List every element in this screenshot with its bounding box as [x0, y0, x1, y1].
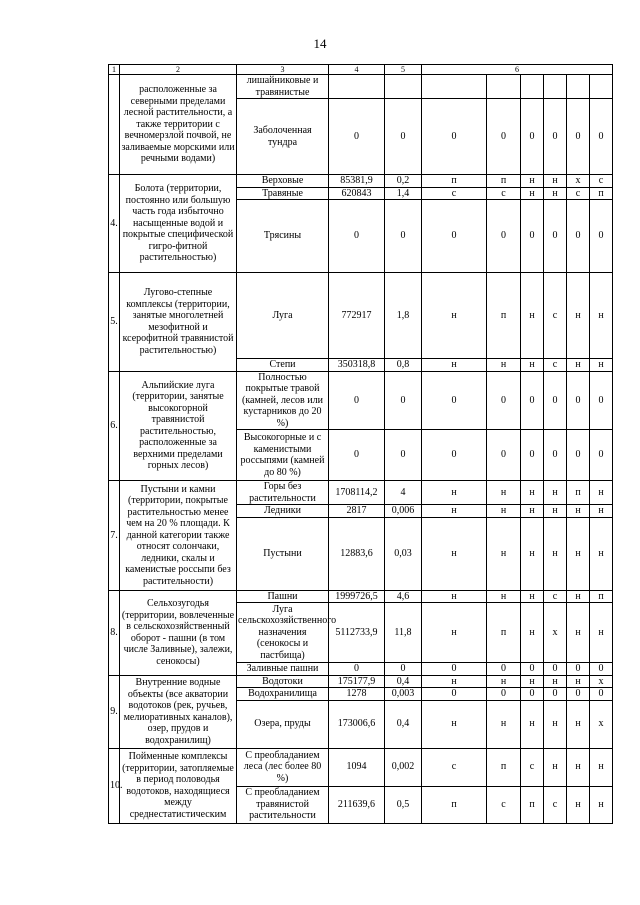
mark-cell: н [567, 517, 590, 590]
area-cell: 175177,9 [329, 675, 385, 688]
mark-cell: н [544, 481, 567, 505]
header-row [109, 65, 613, 75]
mark-cell: н [521, 481, 544, 505]
mark-cell: с [590, 175, 613, 188]
mark-cell: 0 [567, 371, 590, 430]
subtype-name: Трясины [237, 200, 329, 273]
subtype-name: С преобладанием леса (лес более 80 %) [237, 748, 329, 786]
area-cell: 211639,6 [329, 786, 385, 823]
subtype-name: Заболоченная тундра [237, 99, 329, 175]
mark-cell: н [590, 481, 613, 505]
table-row [109, 175, 613, 188]
percent-cell: 0,003 [385, 688, 422, 701]
percent-cell: 0 [385, 430, 422, 481]
mark-cell: н [422, 359, 487, 372]
mark-cell: с [422, 187, 487, 200]
percent-cell: 0,4 [385, 675, 422, 688]
area-cell: 5112733,9 [329, 603, 385, 663]
percent-cell: 0,006 [385, 505, 422, 518]
mark-cell: н [544, 187, 567, 200]
mark-cell: н [544, 517, 567, 590]
mark-cell: 0 [567, 99, 590, 175]
mark-cell: н [521, 187, 544, 200]
area-cell: 772917 [329, 273, 385, 359]
mark-cell: н [422, 603, 487, 663]
mark-cell: 0 [422, 200, 487, 273]
percent-cell: 0,03 [385, 517, 422, 590]
mark-cell [567, 75, 590, 99]
mark-cell: н [521, 700, 544, 748]
percent-cell: 0 [385, 371, 422, 430]
area-cell: 2817 [329, 505, 385, 518]
table-row [109, 675, 613, 688]
table-row [109, 590, 613, 603]
subtype-name: Степи [237, 359, 329, 372]
area-cell: 1094 [329, 748, 385, 786]
row-number: 6. [109, 371, 120, 481]
mark-cell: 0 [544, 371, 567, 430]
subtype-name: Луга [237, 273, 329, 359]
mark-cell: с [544, 359, 567, 372]
percent-cell: 4,6 [385, 590, 422, 603]
mark-cell: н [590, 359, 613, 372]
subtype-name: Травяные [237, 187, 329, 200]
col-header-2: 2 [120, 65, 237, 75]
mark-cell: н [590, 603, 613, 663]
mark-cell: н [590, 505, 613, 518]
mark-cell: 0 [590, 371, 613, 430]
category-description: Альпийские луга (территории, занятые высокогорной травянистой растительностью, расположенные за верхними пределами горных лесов) [120, 371, 237, 481]
row-number [109, 75, 120, 175]
mark-cell: н [521, 590, 544, 603]
row-number: 10. [109, 748, 120, 823]
mark-cell: н [422, 675, 487, 688]
mark-cell: н [590, 517, 613, 590]
row-number: 4. [109, 175, 120, 273]
subtype-name: лишайниковые и травянистые [237, 75, 329, 99]
col-header-5: 5 [385, 65, 422, 75]
mark-cell: 0 [487, 371, 521, 430]
subtype-name: Луга сельскохозяйственного назначения (сенокосы и пастбища) [238, 603, 337, 661]
area-cell: 0 [329, 99, 385, 175]
mark-cell: н [487, 505, 521, 518]
mark-cell [544, 75, 567, 99]
subtype-name: Заливные пашни [237, 663, 329, 676]
mark-cell: н [567, 590, 590, 603]
area-cell: 0 [329, 200, 385, 273]
mark-cell: 0 [567, 430, 590, 481]
percent-cell: 0,2 [385, 175, 422, 188]
area-cell: 0 [329, 430, 385, 481]
mark-cell: 0 [590, 430, 613, 481]
category-description: Пойменные комплексы (территории, затопляемые в период половодья водотоков, находящиеся между среднестатистическим [120, 748, 237, 823]
mark-cell: н [521, 505, 544, 518]
area-cell: 1708114,2 [329, 481, 385, 505]
row-number: 8. [109, 590, 120, 675]
mark-cell: 0 [487, 200, 521, 273]
col-header-1: 1 [109, 65, 120, 75]
mark-cell: н [521, 175, 544, 188]
subtype-name: Ледники [237, 505, 329, 518]
area-cell: 173006,6 [329, 700, 385, 748]
mark-cell: н [590, 786, 613, 823]
area-cell: 1999726,5 [329, 590, 385, 603]
mark-cell [422, 75, 487, 99]
category-description: Сельхозугодья (территории, вовлеченные в сельскохозяйственный оборот - пашни (в том числе Заливные), залежи, сенокосы) [120, 590, 237, 675]
mark-cell: н [590, 273, 613, 359]
mark-cell: п [590, 187, 613, 200]
mark-cell: н [567, 603, 590, 663]
mark-cell: 0 [567, 663, 590, 676]
mark-cell: п [422, 786, 487, 823]
mark-cell: 0 [590, 688, 613, 701]
mark-cell: н [567, 675, 590, 688]
mark-cell: н [544, 175, 567, 188]
mark-cell: 0 [487, 663, 521, 676]
mark-cell: х [590, 675, 613, 688]
mark-cell: н [521, 675, 544, 688]
table-row [109, 371, 613, 430]
mark-cell: н [521, 359, 544, 372]
table-row [109, 75, 613, 99]
col-header-3: 3 [237, 65, 329, 75]
mark-cell: н [487, 590, 521, 603]
percent-cell: 1,4 [385, 187, 422, 200]
mark-cell: н [487, 700, 521, 748]
mark-cell: п [487, 748, 521, 786]
mark-cell: х [567, 175, 590, 188]
subtype-name: Полностью покрытые травой (камней, лесов или кустарников до 20 %) [237, 371, 329, 430]
mark-cell: 0 [544, 200, 567, 273]
mark-cell: н [487, 675, 521, 688]
subtype-name: Горы без растительности [237, 481, 329, 505]
table-row [109, 748, 613, 786]
mark-cell: 0 [487, 688, 521, 701]
col-header-4: 4 [329, 65, 385, 75]
mark-cell: с [567, 187, 590, 200]
mark-cell: н [422, 481, 487, 505]
mark-cell: 0 [521, 430, 544, 481]
mark-cell: п [590, 590, 613, 603]
mark-cell: н [521, 603, 544, 663]
mark-cell: 0 [544, 663, 567, 676]
mark-cell: 0 [544, 430, 567, 481]
category-description: Пустыни и камни (территории, покрытые растительностью менее чем на 20 % площади. К данной категории также относят солончаки, ледники, скалы и каменистые россыпи без растительности) [120, 481, 237, 591]
mark-cell: н [422, 517, 487, 590]
col-header-6: 6 [422, 65, 613, 75]
area-cell: 0 [329, 663, 385, 676]
mark-cell: 0 [590, 99, 613, 175]
mark-cell: с [487, 187, 521, 200]
mark-cell: 0 [521, 200, 544, 273]
mark-cell: 0 [590, 200, 613, 273]
mark-cell: 0 [422, 371, 487, 430]
mark-cell: 0 [521, 688, 544, 701]
mark-cell: н [567, 505, 590, 518]
percent-cell: 0 [385, 200, 422, 273]
mark-cell: н [544, 675, 567, 688]
mark-cell: н [487, 517, 521, 590]
row-number: 9. [109, 675, 120, 748]
mark-cell: 0 [521, 99, 544, 175]
subtype-name: Пашни [237, 590, 329, 603]
area-cell: 620843 [329, 187, 385, 200]
percent-cell: 4 [385, 481, 422, 505]
subtype-name: Водотоки [237, 675, 329, 688]
mark-cell: с [521, 748, 544, 786]
subtype-name: Водохранилища [237, 688, 329, 701]
mark-cell: 0 [567, 200, 590, 273]
category-description: Болота (территории, постоянно или большую часть года избыточно насыщенные водой и покрытые специфической гигро-фитной растительностью) [120, 175, 237, 273]
area-cell: 85381,9 [329, 175, 385, 188]
mark-cell: с [487, 786, 521, 823]
percent-cell: 0,8 [385, 359, 422, 372]
mark-cell: н [487, 359, 521, 372]
subtype-name: Верховые [237, 175, 329, 188]
mark-cell: х [590, 700, 613, 748]
table-row [109, 273, 613, 359]
mark-cell: н [521, 517, 544, 590]
subtype-name: Озера, пруды [237, 700, 329, 748]
subtype-name: С преобладанием травянистой растительности [237, 786, 329, 823]
mark-cell: с [544, 590, 567, 603]
category-description: Лугово-степные комплексы (территории, занятые многолетней мезофитной и ксерофитной травянистой растительностью) [120, 273, 237, 372]
mark-cell: н [567, 359, 590, 372]
area-cell: 350318,8 [329, 359, 385, 372]
percent-cell: 1,8 [385, 273, 422, 359]
area-cell: 0 [329, 371, 385, 430]
mark-cell: 0 [487, 99, 521, 175]
mark-cell: н [567, 273, 590, 359]
area-cell: 12883,6 [329, 517, 385, 590]
mark-cell: 0 [544, 688, 567, 701]
area-cell: 1278 [329, 688, 385, 701]
category-description: расположенные за северными пределами лесной растительности, а также территории с вечномерзлой почвой, не заливаемые морскими или речными водами) [120, 75, 237, 175]
mark-cell: 0 [422, 430, 487, 481]
mark-cell: н [544, 505, 567, 518]
percent-cell: 0,002 [385, 748, 422, 786]
percent-cell: 0,5 [385, 786, 422, 823]
mark-cell [487, 75, 521, 99]
mark-cell: н [544, 700, 567, 748]
percent-cell: 0 [385, 99, 422, 175]
mark-cell: 0 [422, 99, 487, 175]
mark-cell: 0 [521, 371, 544, 430]
mark-cell: н [567, 786, 590, 823]
percent-cell: 0 [385, 663, 422, 676]
mark-cell: 0 [590, 663, 613, 676]
mark-cell [521, 75, 544, 99]
subtype-name: Высокогорные и с каменистыми россыпями (камней до 80 %) [237, 430, 329, 481]
mark-cell: п [521, 786, 544, 823]
mark-cell: 0 [487, 430, 521, 481]
mark-cell: н [590, 748, 613, 786]
category-description: Внутренние водные объекты (все акватории водотоков (рек, ручьев, мелиоративных каналов), озер, прудов и водохранилищ) [120, 675, 237, 748]
mark-cell: н [544, 748, 567, 786]
percent-cell: 0,4 [385, 700, 422, 748]
mark-cell: п [487, 175, 521, 188]
mark-cell: п [487, 603, 521, 663]
mark-cell: п [567, 481, 590, 505]
mark-cell: н [422, 700, 487, 748]
mark-cell: н [567, 748, 590, 786]
mark-cell: 0 [544, 99, 567, 175]
percent-cell [385, 75, 422, 99]
mark-cell: н [422, 590, 487, 603]
subtype-name: Пустыни [237, 517, 329, 590]
land-cover-table [108, 64, 613, 824]
percent-cell: 11,8 [385, 603, 422, 663]
mark-cell [590, 75, 613, 99]
mark-cell: н [567, 700, 590, 748]
mark-cell: 0 [422, 663, 487, 676]
table-row [109, 481, 613, 505]
mark-cell: п [487, 273, 521, 359]
mark-cell: 0 [521, 663, 544, 676]
mark-cell: п [422, 175, 487, 188]
mark-cell: с [544, 786, 567, 823]
mark-cell: н [521, 273, 544, 359]
row-number: 5. [109, 273, 120, 372]
mark-cell: х [544, 603, 567, 663]
mark-cell: 0 [422, 688, 487, 701]
mark-cell: н [487, 481, 521, 505]
mark-cell: с [422, 748, 487, 786]
mark-cell: н [422, 505, 487, 518]
area-cell [329, 75, 385, 99]
mark-cell: с [544, 273, 567, 359]
mark-cell: н [422, 273, 487, 359]
row-number: 7. [109, 481, 120, 591]
mark-cell: 0 [567, 688, 590, 701]
page-number: 14 [313, 36, 327, 51]
